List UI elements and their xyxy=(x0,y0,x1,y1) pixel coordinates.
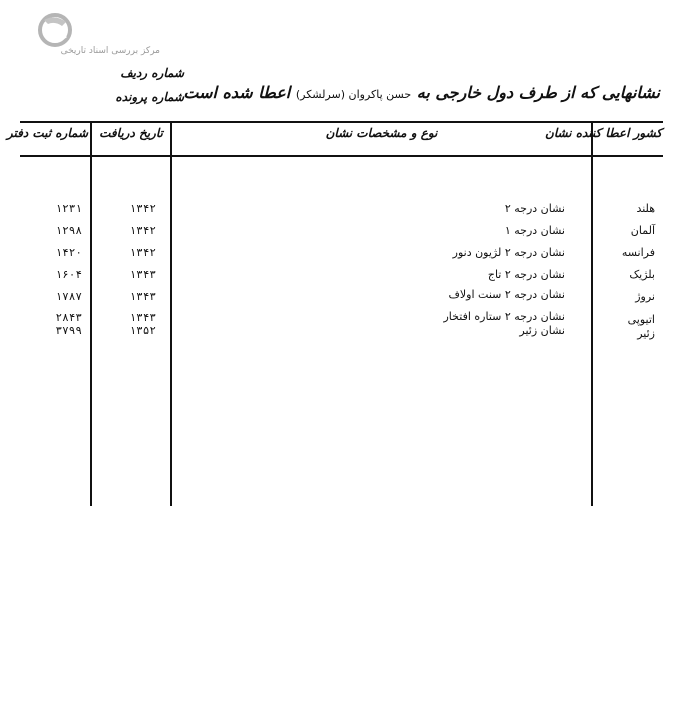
row-medal-type: نشان درجه ۲ سنت اولاف xyxy=(448,288,565,301)
header-awarding-country: کشور اعطا کننده نشان xyxy=(545,126,662,140)
header-office-number: شماره ثبت دفتر xyxy=(6,126,88,140)
row-country: فرانسه xyxy=(621,246,655,259)
row-date: ۱۳۵۲ xyxy=(129,324,156,337)
row-medal-type: نشان درجه ۲ تاج xyxy=(487,268,565,281)
heading-suffix: اعطا شده است xyxy=(183,83,291,102)
column-divider xyxy=(90,121,92,506)
file-number-label: شماره پرونده xyxy=(115,90,184,104)
row-date: ۱۳۴۲ xyxy=(129,224,156,237)
row-number-label: شماره ردیف xyxy=(120,66,184,80)
row-medal-type: نشان درجه ۲ xyxy=(504,202,565,215)
document-heading xyxy=(183,83,660,102)
heading-prefix: نشانهایی که از طرف دول خارجی به xyxy=(416,83,660,102)
table-top-rule xyxy=(20,121,663,123)
header-medal-type: نوع و مشخصات نشان xyxy=(325,126,438,140)
row-medal-type: نشان درجه ۱ xyxy=(504,224,565,237)
row-medal-type: نشان درجه ۲ لژیون دنور xyxy=(452,246,565,259)
row-country: نروژ xyxy=(635,290,655,303)
archive-logo-icon xyxy=(34,12,76,48)
row-medal-type: نشان زئیر xyxy=(519,324,565,337)
row-office-number: ۲۸۴۳ xyxy=(55,311,82,324)
header-receipt-date: تاریخ دریافت xyxy=(99,126,163,140)
row-office-number: ۱۲۹۸ xyxy=(55,224,82,237)
row-medal-type: نشان درجه ۲ ستاره افتخار xyxy=(443,310,565,323)
column-divider xyxy=(170,121,172,506)
archive-name: مرکز بررسی اسناد تاریخی xyxy=(60,46,160,56)
row-date: ۱۳۴۲ xyxy=(129,202,156,215)
row-country: آلمان xyxy=(630,224,655,237)
row-date: ۱۳۴۳ xyxy=(129,268,156,281)
row-country: هلند xyxy=(636,202,655,215)
row-country: اتیوپی xyxy=(627,313,655,326)
row-office-number: ۱۶۰۴ xyxy=(55,268,82,281)
row-country: زئیر xyxy=(637,327,655,340)
row-office-number: ۱۷۸۷ xyxy=(55,290,82,303)
row-office-number: ۳۷۹۹ xyxy=(55,324,82,337)
recipient-name: حسن پاکروان (سرلشکر) xyxy=(295,88,412,101)
table-header-rule xyxy=(20,155,663,157)
column-divider xyxy=(591,121,593,506)
row-office-number: ۱۲۳۱ xyxy=(55,202,82,215)
row-country: بلژیک xyxy=(629,268,655,281)
row-date: ۱۳۴۲ xyxy=(129,246,156,259)
row-office-number: ۱۴۲۰ xyxy=(55,246,82,259)
row-date: ۱۳۴۳ xyxy=(129,290,156,303)
row-date: ۱۳۴۳ xyxy=(129,311,156,324)
